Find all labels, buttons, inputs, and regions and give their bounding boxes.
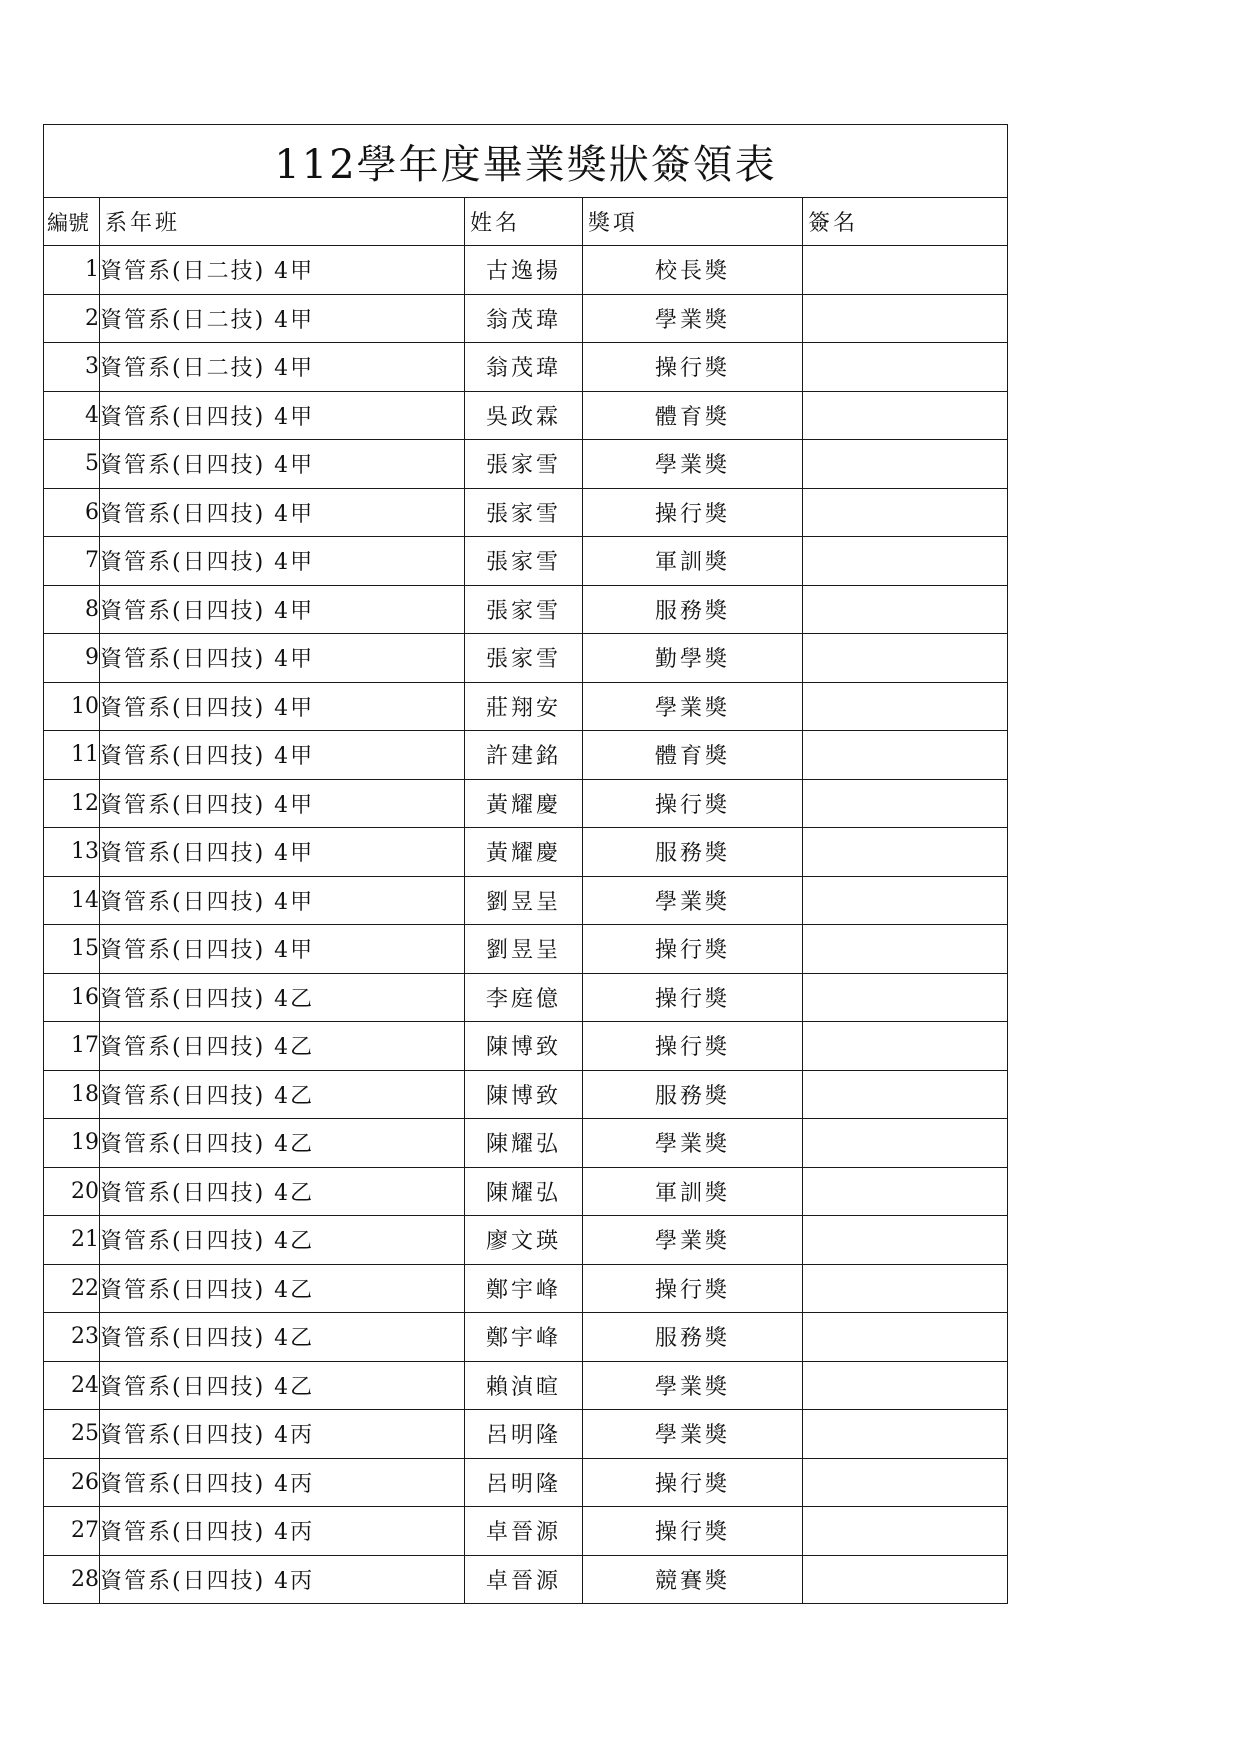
table-row — [44, 925, 1008, 974]
cell-signature[interactable] — [803, 1022, 1008, 1071]
cell-no: 9 — [44, 634, 100, 683]
cell-name: 翁茂瑋 — [465, 294, 583, 343]
table-row — [44, 1022, 1008, 1071]
table-row — [44, 1264, 1008, 1313]
cell-award: 學業獎 — [583, 1410, 803, 1459]
cell-award: 學業獎 — [583, 1361, 803, 1410]
table-row — [44, 585, 1008, 634]
cell-name: 陳博致 — [465, 1070, 583, 1119]
cell-name: 陳耀弘 — [465, 1119, 583, 1168]
table-row — [44, 1361, 1008, 1410]
cell-name: 賴湞暄 — [465, 1361, 583, 1410]
cell-signature[interactable] — [803, 1361, 1008, 1410]
cell-name: 張家雪 — [465, 585, 583, 634]
cell-signature[interactable] — [803, 1264, 1008, 1313]
cell-award: 學業獎 — [583, 440, 803, 489]
header-award: 獎項 — [583, 198, 803, 246]
cell-signature[interactable] — [803, 585, 1008, 634]
cell-award: 服務獎 — [583, 828, 803, 877]
cell-no: 23 — [44, 1313, 100, 1362]
cell-signature[interactable] — [803, 488, 1008, 537]
cell-name: 翁茂瑋 — [465, 343, 583, 392]
cell-no: 8 — [44, 585, 100, 634]
cell-class: 資管系(日四技) 4甲 — [100, 537, 465, 586]
cell-award: 操行獎 — [583, 343, 803, 392]
cell-name: 許建銘 — [465, 731, 583, 780]
cell-award: 操行獎 — [583, 925, 803, 974]
cell-name: 呂明隆 — [465, 1410, 583, 1459]
cell-class: 資管系(日四技) 4丙 — [100, 1507, 465, 1556]
cell-name: 張家雪 — [465, 634, 583, 683]
cell-award: 校長獎 — [583, 246, 803, 295]
header-class: 系年班 — [100, 198, 465, 246]
table-row — [44, 440, 1008, 489]
cell-class: 資管系(日四技) 4乙 — [100, 1119, 465, 1168]
cell-name: 張家雪 — [465, 488, 583, 537]
cell-no: 10 — [44, 682, 100, 731]
cell-no: 12 — [44, 779, 100, 828]
cell-name: 劉昱呈 — [465, 876, 583, 925]
cell-no: 26 — [44, 1458, 100, 1507]
cell-name: 黃耀慶 — [465, 779, 583, 828]
table-row — [44, 537, 1008, 586]
table-body — [44, 246, 1008, 1604]
cell-signature[interactable] — [803, 1410, 1008, 1459]
cell-signature[interactable] — [803, 1119, 1008, 1168]
cell-signature[interactable] — [803, 537, 1008, 586]
cell-class: 資管系(日四技) 4丙 — [100, 1458, 465, 1507]
cell-signature[interactable] — [803, 731, 1008, 780]
cell-signature[interactable] — [803, 440, 1008, 489]
cell-no: 1 — [44, 246, 100, 295]
cell-class: 資管系(日四技) 4乙 — [100, 1264, 465, 1313]
cell-class: 資管系(日四技) 4甲 — [100, 391, 465, 440]
cell-award: 軍訓獎 — [583, 1167, 803, 1216]
cell-award: 競賽獎 — [583, 1555, 803, 1604]
cell-no: 13 — [44, 828, 100, 877]
cell-award: 服務獎 — [583, 1070, 803, 1119]
cell-class: 資管系(日二技) 4甲 — [100, 343, 465, 392]
cell-class: 資管系(日四技) 4丙 — [100, 1555, 465, 1604]
cell-no: 6 — [44, 488, 100, 537]
cell-class: 資管系(日四技) 4乙 — [100, 1022, 465, 1071]
header-name: 姓名 — [465, 198, 583, 246]
cell-class: 資管系(日二技) 4甲 — [100, 294, 465, 343]
cell-class: 資管系(日四技) 4乙 — [100, 1313, 465, 1362]
cell-award: 操行獎 — [583, 1507, 803, 1556]
cell-award: 操行獎 — [583, 973, 803, 1022]
table-row — [44, 731, 1008, 780]
cell-signature[interactable] — [803, 973, 1008, 1022]
cell-no: 17 — [44, 1022, 100, 1071]
cell-class: 資管系(日四技) 4甲 — [100, 585, 465, 634]
table-row — [44, 1313, 1008, 1362]
cell-class: 資管系(日四技) 4乙 — [100, 1070, 465, 1119]
cell-name: 鄭宇峰 — [465, 1264, 583, 1313]
header-no: 編號 — [44, 198, 100, 246]
cell-name: 李庭億 — [465, 973, 583, 1022]
cell-award: 操行獎 — [583, 1264, 803, 1313]
cell-name: 劉昱呈 — [465, 925, 583, 974]
cell-class: 資管系(日四技) 4乙 — [100, 1361, 465, 1410]
cell-signature[interactable] — [803, 634, 1008, 683]
cell-name: 鄭宇峰 — [465, 1313, 583, 1362]
cell-signature[interactable] — [803, 682, 1008, 731]
cell-no: 18 — [44, 1070, 100, 1119]
cell-no: 25 — [44, 1410, 100, 1459]
cell-award: 體育獎 — [583, 731, 803, 780]
cell-class: 資管系(日四技) 4甲 — [100, 682, 465, 731]
cell-no: 15 — [44, 925, 100, 974]
cell-class: 資管系(日四技) 4甲 — [100, 731, 465, 780]
cell-signature[interactable] — [803, 1507, 1008, 1556]
table-row — [44, 1070, 1008, 1119]
cell-award: 學業獎 — [583, 1119, 803, 1168]
cell-no: 21 — [44, 1216, 100, 1265]
cell-no: 11 — [44, 731, 100, 780]
cell-class: 資管系(日四技) 4甲 — [100, 634, 465, 683]
cell-no: 4 — [44, 391, 100, 440]
cell-name: 陳耀弘 — [465, 1167, 583, 1216]
cell-signature[interactable] — [803, 294, 1008, 343]
cell-signature[interactable] — [803, 246, 1008, 295]
table-row — [44, 1555, 1008, 1604]
cell-class: 資管系(日四技) 4乙 — [100, 1167, 465, 1216]
cell-name: 張家雪 — [465, 537, 583, 586]
cell-class: 資管系(日四技) 4乙 — [100, 1216, 465, 1265]
cell-award: 學業獎 — [583, 876, 803, 925]
cell-signature[interactable] — [803, 1555, 1008, 1604]
cell-signature[interactable] — [803, 1167, 1008, 1216]
table-row — [44, 488, 1008, 537]
cell-class: 資管系(日四技) 4甲 — [100, 876, 465, 925]
cell-name: 吳政霖 — [465, 391, 583, 440]
award-signoff-table — [43, 124, 1008, 1604]
table-row — [44, 294, 1008, 343]
document-title: 112學年度畢業獎狀簽領表 — [44, 125, 1008, 198]
table-row — [44, 246, 1008, 295]
cell-signature[interactable] — [803, 828, 1008, 877]
cell-award: 勤學獎 — [583, 634, 803, 683]
cell-name: 卓晉源 — [465, 1507, 583, 1556]
cell-no: 27 — [44, 1507, 100, 1556]
cell-name: 卓晉源 — [465, 1555, 583, 1604]
cell-award: 服務獎 — [583, 1313, 803, 1362]
cell-award: 體育獎 — [583, 391, 803, 440]
cell-class: 資管系(日四技) 4甲 — [100, 828, 465, 877]
cell-award: 操行獎 — [583, 779, 803, 828]
cell-signature[interactable] — [803, 1313, 1008, 1362]
cell-signature[interactable] — [803, 1216, 1008, 1265]
table-row — [44, 1458, 1008, 1507]
header-signature: 簽名 — [803, 198, 1008, 246]
cell-name: 古逸揚 — [465, 246, 583, 295]
cell-name: 陳博致 — [465, 1022, 583, 1071]
table-row — [44, 1410, 1008, 1459]
table-row — [44, 1119, 1008, 1168]
cell-class: 資管系(日四技) 4丙 — [100, 1410, 465, 1459]
table-row — [44, 682, 1008, 731]
cell-signature[interactable] — [803, 876, 1008, 925]
cell-name: 莊翔安 — [465, 682, 583, 731]
cell-name: 廖文瑛 — [465, 1216, 583, 1265]
cell-class: 資管系(日四技) 4甲 — [100, 779, 465, 828]
cell-no: 5 — [44, 440, 100, 489]
cell-no: 14 — [44, 876, 100, 925]
cell-award: 操行獎 — [583, 1458, 803, 1507]
cell-award: 操行獎 — [583, 488, 803, 537]
table-row — [44, 973, 1008, 1022]
cell-signature[interactable] — [803, 1070, 1008, 1119]
cell-award: 學業獎 — [583, 682, 803, 731]
cell-no: 28 — [44, 1555, 100, 1604]
cell-no: 7 — [44, 537, 100, 586]
cell-award: 服務獎 — [583, 585, 803, 634]
cell-signature[interactable] — [803, 391, 1008, 440]
cell-award: 學業獎 — [583, 294, 803, 343]
table-row — [44, 1216, 1008, 1265]
cell-signature[interactable] — [803, 779, 1008, 828]
cell-no: 22 — [44, 1264, 100, 1313]
cell-award: 學業獎 — [583, 1216, 803, 1265]
cell-no: 19 — [44, 1119, 100, 1168]
cell-no: 20 — [44, 1167, 100, 1216]
table-row — [44, 779, 1008, 828]
cell-class: 資管系(日四技) 4乙 — [100, 973, 465, 1022]
cell-signature[interactable] — [803, 1458, 1008, 1507]
cell-no: 24 — [44, 1361, 100, 1410]
cell-award: 軍訓獎 — [583, 537, 803, 586]
table-row — [44, 343, 1008, 392]
table-row — [44, 876, 1008, 925]
table-row — [44, 634, 1008, 683]
table-row — [44, 391, 1008, 440]
cell-class: 資管系(日四技) 4甲 — [100, 440, 465, 489]
cell-name: 張家雪 — [465, 440, 583, 489]
header-row — [44, 198, 1008, 246]
cell-class: 資管系(日四技) 4甲 — [100, 925, 465, 974]
cell-class: 資管系(日二技) 4甲 — [100, 246, 465, 295]
cell-no: 3 — [44, 343, 100, 392]
cell-no: 2 — [44, 294, 100, 343]
cell-no: 16 — [44, 973, 100, 1022]
table-row — [44, 828, 1008, 877]
cell-signature[interactable] — [803, 343, 1008, 392]
table-row — [44, 1167, 1008, 1216]
cell-signature[interactable] — [803, 925, 1008, 974]
cell-name: 呂明隆 — [465, 1458, 583, 1507]
table-row — [44, 1507, 1008, 1556]
cell-award: 操行獎 — [583, 1022, 803, 1071]
cell-name: 黃耀慶 — [465, 828, 583, 877]
cell-class: 資管系(日四技) 4甲 — [100, 488, 465, 537]
